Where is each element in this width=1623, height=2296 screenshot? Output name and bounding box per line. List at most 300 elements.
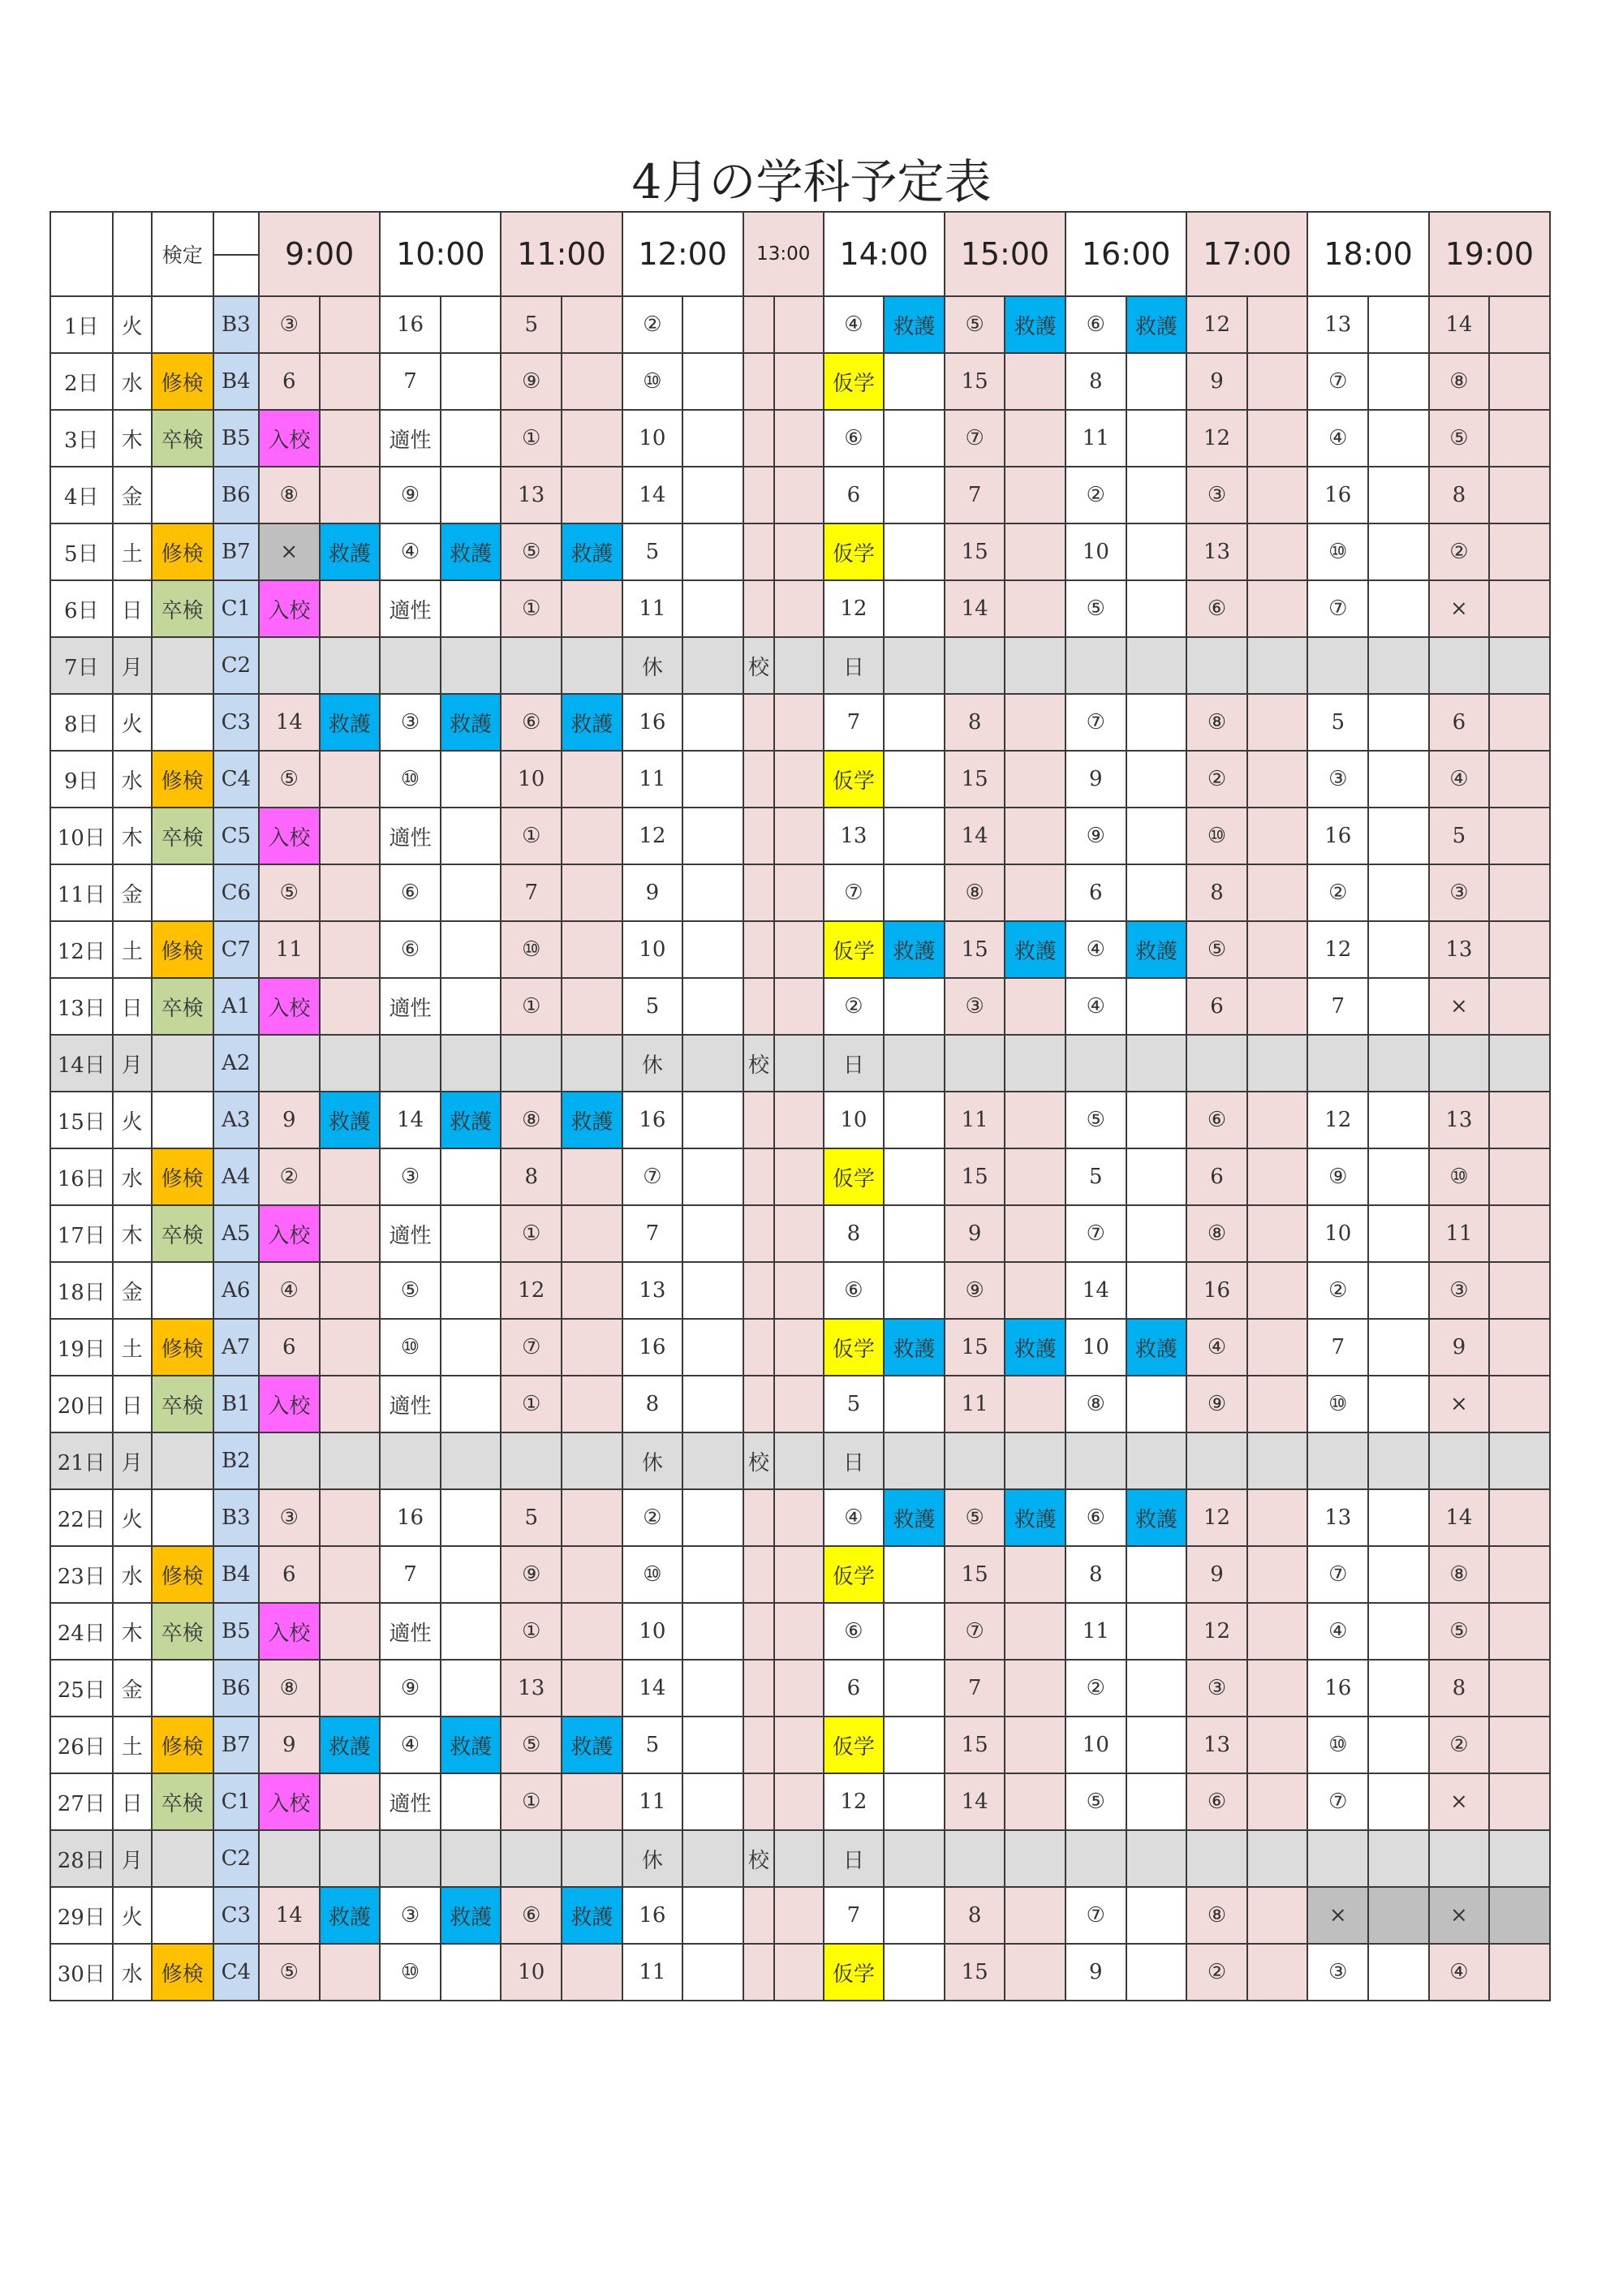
slot-cell: ⑧	[1429, 353, 1490, 410]
slot-cell: 7	[622, 1205, 683, 1262]
slot-sub-cell	[774, 1887, 824, 1944]
slot-cell: ⑧	[1065, 1376, 1126, 1432]
slot-sub-cell	[884, 694, 945, 751]
weekday-cell: 月	[113, 1432, 152, 1489]
slot-cell	[380, 637, 441, 694]
slot-cell: 14	[1429, 1489, 1490, 1546]
slot-sub-cell	[774, 296, 824, 353]
slot-sub-cell	[682, 1262, 743, 1319]
kentei-cell	[152, 1489, 213, 1546]
slot-cell: 5	[622, 978, 683, 1035]
first-aid-cell: 救護	[1005, 296, 1065, 353]
slot-cell	[743, 580, 774, 637]
slot-sub-cell	[1126, 467, 1187, 523]
slot-sub-cell	[1368, 1717, 1429, 1773]
slot-sub-cell	[884, 1773, 945, 1830]
table-row	[50, 1546, 1550, 1603]
slot-cell: ③	[380, 1887, 441, 1944]
slot-cell: ③	[1307, 1944, 1368, 2001]
slot-sub-cell	[1126, 1830, 1187, 1887]
slot-cell: 11	[1429, 1205, 1490, 1262]
slot-cell: 16	[380, 1489, 441, 1546]
slot-cell: ⑩	[1307, 1717, 1368, 1773]
slot-sub-cell	[320, 1148, 381, 1205]
slot-cell: 13	[501, 467, 562, 523]
slot-cell: ①	[501, 410, 562, 467]
kentei-cell: 卒検	[152, 1603, 213, 1660]
slot-sub-cell	[1005, 1717, 1065, 1773]
weekday-cell: 金	[113, 467, 152, 523]
slot-sub-cell	[320, 808, 381, 864]
slot-sub-cell	[1005, 410, 1065, 467]
slot-sub-cell	[1247, 1717, 1308, 1773]
slot-sub-cell	[1247, 1148, 1308, 1205]
slot-sub-cell	[1005, 694, 1065, 751]
slot-cell	[743, 296, 774, 353]
first-aid-cell: 救護	[320, 1717, 381, 1773]
weekday-cell: 日	[113, 978, 152, 1035]
slot-sub-cell	[1489, 1546, 1550, 1603]
slot-sub-cell	[774, 1376, 824, 1432]
slot-cell: ③	[1429, 864, 1490, 921]
slot-cell	[259, 637, 320, 694]
slot-sub-cell	[1489, 1603, 1550, 1660]
slot-cell	[945, 1830, 1005, 1887]
kentei-cell: 修検	[152, 523, 213, 580]
header-dow-cell	[113, 212, 152, 296]
weekday-cell: 日	[113, 580, 152, 637]
slot-sub-cell	[562, 1489, 622, 1546]
slot-sub-cell	[774, 1262, 824, 1319]
slot-sub-cell	[1368, 296, 1429, 353]
slot-sub-cell	[441, 1432, 502, 1489]
slot-cell	[501, 1830, 562, 1887]
slot-cell: 14	[945, 580, 1005, 637]
slot-sub-cell	[1489, 921, 1550, 978]
slot-sub-cell	[774, 1319, 824, 1376]
slot-cell	[380, 1830, 441, 1887]
slot-sub-cell	[774, 1830, 824, 1887]
slot-sub-cell	[441, 580, 502, 637]
first-aid-cell: 救護	[1126, 1319, 1187, 1376]
slot-cell: 12	[1186, 1603, 1247, 1660]
slot-sub-cell	[1247, 580, 1308, 637]
slot-sub-cell	[1368, 1830, 1429, 1887]
day-cell: 7日	[50, 637, 113, 694]
weekday-cell: 土	[113, 921, 152, 978]
first-aid-cell: 救護	[562, 523, 622, 580]
slot-cell: 15	[945, 751, 1005, 808]
weekday-cell: 火	[113, 296, 152, 353]
course-code-cell: C5	[213, 808, 259, 864]
day-cell: 1日	[50, 296, 113, 353]
slot-sub-cell	[441, 1205, 502, 1262]
slot-cell	[743, 353, 774, 410]
slot-cell: 15	[945, 1717, 1005, 1773]
slot-sub-cell	[774, 353, 824, 410]
slot-cell: ⑨	[1307, 1148, 1368, 1205]
slot-cell: 適性	[380, 1376, 441, 1432]
slot-cell: 6	[259, 353, 320, 410]
slot-sub-cell	[774, 1944, 824, 2001]
slot-sub-cell	[1368, 751, 1429, 808]
slot-cell: 休	[622, 1035, 683, 1092]
slot-sub-cell	[1368, 1092, 1429, 1148]
slot-cell: ×	[259, 523, 320, 580]
slot-cell: 15	[945, 523, 1005, 580]
slot-sub-cell	[774, 1092, 824, 1148]
slot-cell: 12	[1186, 410, 1247, 467]
slot-cell: 11	[1065, 1603, 1126, 1660]
slot-cell: 14	[945, 808, 1005, 864]
slot-cell: ④	[1307, 1603, 1368, 1660]
slot-sub-cell	[884, 637, 945, 694]
slot-sub-cell	[562, 921, 622, 978]
slot-sub-cell	[1489, 637, 1550, 694]
weekday-cell: 日	[113, 1376, 152, 1432]
kentei-cell	[152, 467, 213, 523]
slot-cell: 9	[1429, 1319, 1490, 1376]
table-row	[50, 1262, 1550, 1319]
slot-sub-cell	[320, 1035, 381, 1092]
slot-cell: ③	[1429, 1262, 1490, 1319]
slot-cell: 7	[380, 353, 441, 410]
slot-sub-cell	[320, 978, 381, 1035]
slot-cell: ⑩	[501, 921, 562, 978]
slot-sub-cell	[682, 1376, 743, 1432]
first-aid-cell: 救護	[320, 1092, 381, 1148]
slot-sub-cell	[1126, 1376, 1187, 1432]
weekday-cell: 土	[113, 1717, 152, 1773]
slot-cell: ⑥	[501, 1887, 562, 1944]
header-time: 9:00	[259, 212, 380, 296]
course-code-cell: C2	[213, 637, 259, 694]
slot-sub-cell	[884, 1546, 945, 1603]
slot-cell	[743, 808, 774, 864]
weekday-cell: 水	[113, 353, 152, 410]
day-cell: 8日	[50, 694, 113, 751]
slot-cell	[945, 1432, 1005, 1489]
slot-sub-cell	[884, 467, 945, 523]
slot-sub-cell	[1489, 1773, 1550, 1830]
slot-cell: 適性	[380, 1773, 441, 1830]
slot-cell: ③	[945, 978, 1005, 1035]
slot-sub-cell	[1489, 1092, 1550, 1148]
table-row	[50, 1319, 1550, 1376]
slot-cell	[1065, 1432, 1126, 1489]
slot-sub-cell	[1247, 1432, 1308, 1489]
slot-sub-cell	[1005, 467, 1065, 523]
slot-sub-cell	[1247, 1489, 1308, 1546]
slot-cell: ⑦	[1307, 353, 1368, 410]
kentei-cell: 修検	[152, 1148, 213, 1205]
kentei-cell	[152, 1092, 213, 1148]
course-code-cell: A7	[213, 1319, 259, 1376]
slot-cell: 適性	[380, 808, 441, 864]
slot-cell: 11	[945, 1092, 1005, 1148]
slot-sub-cell	[682, 1092, 743, 1148]
header-time: 19:00	[1429, 212, 1550, 296]
slot-sub-cell	[320, 1660, 381, 1717]
slot-cell: ④	[380, 1717, 441, 1773]
day-cell: 9日	[50, 751, 113, 808]
slot-cell: ③	[259, 296, 320, 353]
slot-sub-cell	[441, 637, 502, 694]
slot-cell: ④	[824, 296, 885, 353]
header-time: 18:00	[1307, 212, 1428, 296]
slot-sub-cell	[884, 1432, 945, 1489]
slot-sub-cell	[320, 1830, 381, 1887]
slot-cell: 16	[622, 1887, 683, 1944]
slot-sub-cell	[774, 467, 824, 523]
slot-cell: 仮学	[824, 1944, 885, 2001]
slot-sub-cell	[562, 467, 622, 523]
weekday-cell: 土	[113, 523, 152, 580]
slot-cell: ⑦	[945, 1603, 1005, 1660]
slot-sub-cell	[1247, 410, 1308, 467]
slot-sub-cell	[1247, 1319, 1308, 1376]
slot-cell: 適性	[380, 580, 441, 637]
slot-cell: 10	[622, 921, 683, 978]
table-row	[50, 1603, 1550, 1660]
slot-cell: ⑩	[380, 1944, 441, 2001]
slot-cell: 9	[259, 1717, 320, 1773]
slot-cell: 13	[1307, 296, 1368, 353]
table-row	[50, 1376, 1550, 1432]
slot-cell: 13	[1429, 1092, 1490, 1148]
first-aid-cell: 救護	[441, 1092, 502, 1148]
slot-sub-cell	[682, 1319, 743, 1376]
slot-cell: 15	[945, 1944, 1005, 2001]
slot-sub-cell	[1368, 467, 1429, 523]
slot-cell	[501, 1432, 562, 1489]
kentei-cell: 卒検	[152, 1376, 213, 1432]
slot-sub-cell	[1126, 637, 1187, 694]
slot-cell: ⑧	[259, 467, 320, 523]
slot-sub-cell	[1126, 1092, 1187, 1148]
slot-sub-cell	[320, 1944, 381, 2001]
slot-cell: 7	[824, 694, 885, 751]
header-code-cell	[213, 212, 259, 296]
slot-sub-cell	[774, 1432, 824, 1489]
slot-cell	[743, 467, 774, 523]
slot-cell: ×	[1429, 1887, 1490, 1944]
slot-cell: ⑨	[380, 467, 441, 523]
slot-sub-cell	[774, 751, 824, 808]
slot-sub-cell	[1005, 1262, 1065, 1319]
table-row	[50, 808, 1550, 864]
slot-sub-cell	[884, 1035, 945, 1092]
slot-cell	[1307, 1830, 1368, 1887]
slot-cell: 11	[622, 1773, 683, 1830]
slot-sub-cell	[1247, 637, 1308, 694]
slot-sub-cell	[441, 808, 502, 864]
slot-cell: 5	[824, 1376, 885, 1432]
slot-cell: 11	[622, 580, 683, 637]
slot-cell: ⑤	[1065, 580, 1126, 637]
course-code-cell: C3	[213, 1887, 259, 1944]
slot-sub-cell	[1247, 921, 1308, 978]
slot-cell: 6	[1065, 864, 1126, 921]
slot-sub-cell	[1247, 1773, 1308, 1830]
slot-sub-cell	[682, 410, 743, 467]
slot-cell: ⑩	[1307, 523, 1368, 580]
slot-cell: ×	[1307, 1887, 1368, 1944]
slot-sub-cell	[1489, 808, 1550, 864]
day-cell: 27日	[50, 1773, 113, 1830]
page-title: 4月の学科予定表	[631, 154, 992, 209]
slot-cell: 7	[501, 864, 562, 921]
slot-sub-cell	[884, 1092, 945, 1148]
day-cell: 14日	[50, 1035, 113, 1092]
first-aid-cell: 救護	[884, 296, 945, 353]
slot-sub-cell	[884, 1205, 945, 1262]
slot-sub-cell	[1247, 353, 1308, 410]
slot-cell	[1186, 1035, 1247, 1092]
slot-cell: 13	[1429, 921, 1490, 978]
slot-sub-cell	[441, 1546, 502, 1603]
slot-cell: 6	[1186, 1148, 1247, 1205]
slot-cell: ⑤	[1065, 1773, 1126, 1830]
slot-cell: 10	[622, 1603, 683, 1660]
slot-cell: 10	[1065, 523, 1126, 580]
slot-sub-cell	[682, 1035, 743, 1092]
slot-sub-cell	[884, 1830, 945, 1887]
slot-cell: 11	[622, 751, 683, 808]
slot-sub-cell	[1126, 523, 1187, 580]
slot-cell: 14	[259, 694, 320, 751]
day-cell: 12日	[50, 921, 113, 978]
kentei-cell: 修検	[152, 1944, 213, 2001]
slot-cell: 入校	[259, 1376, 320, 1432]
slot-sub-cell	[1247, 296, 1308, 353]
slot-cell: ②	[1186, 1944, 1247, 2001]
slot-sub-cell	[1126, 1944, 1187, 2001]
slot-cell: 休	[622, 637, 683, 694]
slot-sub-cell	[1368, 523, 1429, 580]
course-code-cell: B7	[213, 523, 259, 580]
slot-cell: 14	[1429, 296, 1490, 353]
slot-cell: ④	[1429, 1944, 1490, 2001]
slot-cell: 16	[622, 1319, 683, 1376]
slot-cell: ⑧	[1429, 1546, 1490, 1603]
slot-cell: ⑦	[1065, 694, 1126, 751]
slot-cell: 適性	[380, 410, 441, 467]
course-code-cell: C4	[213, 751, 259, 808]
slot-cell	[743, 1319, 774, 1376]
slot-cell: ⑤	[1186, 921, 1247, 978]
slot-sub-cell	[320, 1262, 381, 1319]
first-aid-cell: 救護	[441, 1717, 502, 1773]
slot-cell: 入校	[259, 1603, 320, 1660]
slot-cell	[743, 410, 774, 467]
slot-cell: ①	[501, 1773, 562, 1830]
slot-cell: ⑩	[380, 1319, 441, 1376]
slot-cell: ①	[501, 1205, 562, 1262]
slot-cell: 9	[259, 1092, 320, 1148]
slot-sub-cell	[1005, 1830, 1065, 1887]
slot-sub-cell	[320, 353, 381, 410]
header-time: 10:00	[380, 212, 501, 296]
day-cell: 5日	[50, 523, 113, 580]
slot-sub-cell	[1126, 353, 1187, 410]
slot-cell: ⑧	[259, 1660, 320, 1717]
slot-cell: 仮学	[824, 523, 885, 580]
slot-cell	[259, 1432, 320, 1489]
slot-sub-cell	[884, 1660, 945, 1717]
slot-sub-cell	[441, 978, 502, 1035]
slot-cell: 8	[1186, 864, 1247, 921]
slot-sub-cell	[682, 1148, 743, 1205]
slot-sub-cell	[562, 1603, 622, 1660]
slot-cell: 12	[1307, 921, 1368, 978]
slot-sub-cell	[320, 637, 381, 694]
slot-cell	[743, 751, 774, 808]
slot-sub-cell	[441, 1830, 502, 1887]
slot-sub-cell	[1126, 1432, 1187, 1489]
slot-sub-cell	[1368, 1546, 1429, 1603]
slot-cell: 10	[1065, 1717, 1126, 1773]
slot-sub-cell	[1489, 410, 1550, 467]
slot-cell: 13	[824, 808, 885, 864]
slot-cell: ⑥	[1186, 1092, 1247, 1148]
header-kentei: 検定	[152, 212, 213, 296]
slot-cell	[743, 1262, 774, 1319]
slot-cell: 13	[1186, 1717, 1247, 1773]
weekday-cell: 木	[113, 808, 152, 864]
slot-sub-cell	[562, 296, 622, 353]
slot-cell: ⑨	[501, 353, 562, 410]
first-aid-cell: 救護	[562, 1887, 622, 1944]
slot-cell: 10	[501, 751, 562, 808]
weekday-cell: 木	[113, 1603, 152, 1660]
slot-cell	[743, 1148, 774, 1205]
slot-cell	[743, 1489, 774, 1546]
slot-sub-cell	[562, 1660, 622, 1717]
slot-sub-cell	[774, 864, 824, 921]
slot-sub-cell	[682, 1432, 743, 1489]
slot-cell: 日	[824, 1830, 885, 1887]
slot-sub-cell	[1368, 353, 1429, 410]
slot-cell: ⑤	[1065, 1092, 1126, 1148]
weekday-cell: 木	[113, 1205, 152, 1262]
slot-sub-cell	[1126, 410, 1187, 467]
slot-cell	[945, 1035, 1005, 1092]
slot-sub-cell	[1489, 1944, 1550, 2001]
slot-cell: 仮学	[824, 1717, 885, 1773]
slot-cell: 7	[1307, 1319, 1368, 1376]
slot-sub-cell	[884, 1887, 945, 1944]
first-aid-cell: 救護	[562, 1092, 622, 1148]
slot-sub-cell	[884, 410, 945, 467]
slot-cell: 6	[824, 1660, 885, 1717]
slot-sub-cell	[441, 1319, 502, 1376]
slot-cell: 適性	[380, 1205, 441, 1262]
slot-sub-cell	[884, 808, 945, 864]
slot-sub-cell	[1489, 1262, 1550, 1319]
slot-cell: 入校	[259, 1773, 320, 1830]
slot-cell: 校	[743, 1830, 774, 1887]
slot-cell: 8	[501, 1148, 562, 1205]
slot-sub-cell	[682, 864, 743, 921]
table-row	[50, 694, 1550, 751]
slot-cell: ④	[259, 1262, 320, 1319]
slot-sub-cell	[1005, 637, 1065, 694]
kentei-cell	[152, 1660, 213, 1717]
table-row	[50, 1432, 1550, 1489]
slot-cell: ×	[1429, 978, 1490, 1035]
first-aid-cell: 救護	[884, 1489, 945, 1546]
